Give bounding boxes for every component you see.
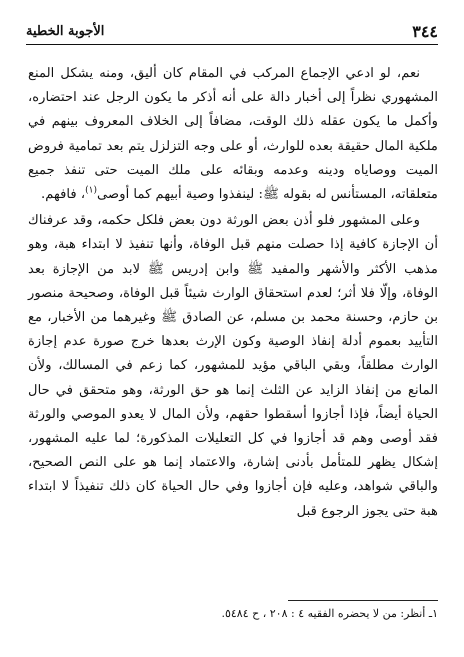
page-number: ٣٤٤: [412, 22, 438, 41]
footnote-rule: [288, 600, 438, 601]
body-text: [28, 62, 438, 524]
paragraph-text-end: ، فافهم.: [41, 187, 86, 203]
footnote-reference[interactable]: (١): [85, 185, 98, 196]
paragraph: وعلى المشهور فلو أذن بعض الورثة دون بعض فلكل حكمه، وقد عرفناك أن الإجازة كافية إذا حصلت منهم قبل الوفاة، وأنها تنفيذ لا ابتداء هبة، وهو مذهب الأكثر والأشهر والمفيد ﷺ وابن إدريس ﷺ لابد من الإجازة بعد الوفاة، وإلّا فلا أثر؛ لعدم استحقاق الوارث شيئاً قبل الوفاة، وصحيحة منصور بن حازم، وحسنة محمد بن مسلم، عن الصادق ﷺ وغيرهما من الأخبار، مع التأييد بعموم أدلة إنفاذ الوصية وكون الإرث بعدها خرج صورة عدم إجازة الوارث مطلقاً، وبقي الباقي مؤيد للمشهور، كما زعم في المسالك، ولأن المانع من إنفاذ الزايد عن الثلث إنما هو حق الورثة، وهو متحقق في حال الحياة أيضاً، فإذا أجازوا أسقطوا حقهم، ولأن المال لا يعدو الموصي والورثة فقد أوصى وهم قد أجازوا في كل التعليلات المذكورة؛ لما عليه المشهور، إشكال يظهر للمتأمل بأدنى إشارة، والاعتماد إنما هو على النص الصحيح، والباقي شواهد، وعليه فإن أجازوا وفي حال الحياة كان ذلك تنفيذاً لا ابتداء هبة حتى يجوز الرجوع قبل: [28, 213, 438, 519]
page-header: [26, 22, 438, 42]
header-rule: [26, 44, 438, 45]
footnote: ١ـ أنظر: من لا يحضره الفقيه ٤ : ٢٠٨ ، ح ٥٤٨٤.: [221, 607, 438, 620]
paragraph: [28, 62, 438, 207]
running-title: الأجوبة الخطية: [26, 24, 105, 39]
paragraph-text: نعم، لو ادعي الإجماع المركب في المقام كان أليق، ومنه يشكل المنع المشهوري نظراً إلى أخبار دالة على أنه أذكر ما يكون الرجل عند احتضاره، وأكمل ما يكون عقله ذلك الوقت، مضافاً إلى الخلاف المعروف بينهم في ملكية المال حقيقة بعده للوارث، أو على وجه التزلزل يتم بعد تمامية فروض الميت ووصاياه ودينه وعدمه وبقائه على ملك الميت حتى تنفذ جميع متعلقاته، المستأنس له بقوله ﷺ: لينفذوا وصية أبيهم كما أوصى: [28, 66, 438, 203]
